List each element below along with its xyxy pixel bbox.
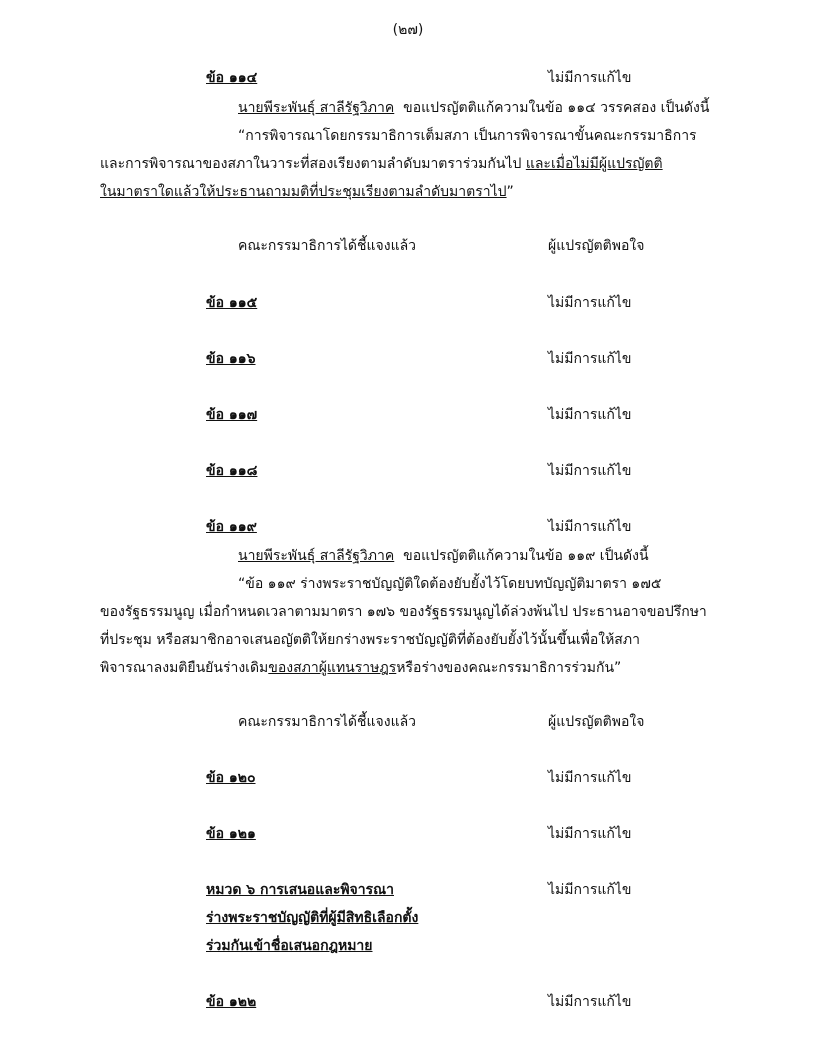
amendment-text-line: [100, 153, 663, 175]
committee-note: คณะกรรมาธิการได้ชี้แจงแล้ว: [238, 238, 417, 254]
chapter-heading-line: หมวด ๖ การเสนอและพิจารณา: [206, 882, 394, 898]
amendment-text-line: ที่ประชุม หรือสมาชิกอาจเสนอญัตติให้ยกร่างพระราชบัญญัติที่ต้องยับยั้งไว้นั้นขึ้นเพื่อให้สภา: [100, 632, 640, 648]
amendment-intro: [238, 545, 649, 567]
amendment-text-segment: ”: [506, 184, 514, 200]
section-status: ไม่มีการแก้ไข: [548, 463, 632, 479]
section-status: ไม่มีการแก้ไข: [548, 882, 632, 898]
speaker-name: นายพีระพันธุ์ สาลีรัฐวิภาค: [238, 100, 395, 116]
section-heading: ข้อ ๑๒๒: [206, 994, 257, 1010]
amendment-text-underlined: ของสภาผู้แทนราษฎร: [268, 660, 397, 676]
section-heading: ข้อ ๑๑๖: [206, 351, 256, 367]
section-heading: ข้อ ๑๑๙: [206, 519, 257, 535]
result-note: ผู้แปรญัตติพอใจ: [548, 714, 645, 730]
amendment-text-segment: หรือร่างของคณะกรรมาธิการร่วมกัน”: [396, 660, 622, 676]
chapter-heading-line: ร่วมกันเข้าชื่อเสนอกฎหมาย: [206, 938, 373, 954]
section-status: ไม่มีการแก้ไข: [548, 70, 632, 86]
speaker-name: นายพีระพันธุ์ สาลีรัฐวิภาค: [238, 548, 395, 564]
section-status: ไม่มีการแก้ไข: [548, 407, 632, 423]
amendment-text-line: ของรัฐธรรมนูญ เมื่อกำหนดเวลาตามมาตรา ๑๗๖ ของรัฐธรรมนูญได้ล่วงพ้นไป ประธานอาจขอปรึกษา: [100, 604, 707, 620]
chapter-heading-line: ร่างพระราชบัญญัติที่ผู้มีสิทธิเลือกตั้ง: [206, 910, 419, 926]
amendment-text-segment: และการพิจารณาของสภาในวาระที่สองเรียงตามลำดับมาตราร่วมกันไป: [100, 156, 526, 172]
amendment-intro: [238, 97, 709, 119]
result-note: ผู้แปรญัตติพอใจ: [548, 238, 645, 254]
section-status: ไม่มีการแก้ไข: [548, 295, 632, 311]
section-status: ไม่มีการแก้ไข: [548, 351, 632, 367]
committee-note: คณะกรรมาธิการได้ชี้แจงแล้ว: [238, 714, 417, 730]
page-number: (๒๗): [392, 22, 424, 38]
section-status: ไม่มีการแก้ไข: [548, 519, 632, 535]
amendment-text-segment: พิจารณาลงมติยืนยันร่างเดิม: [100, 660, 269, 676]
amendment-text-underlined: และเมื่อไม่มีผู้แปรญัตติ: [525, 156, 663, 172]
amendment-text-underlined: ในมาตราใดแล้วให้ประธานถามมติที่ประชุมเรียงตามลำดับมาตราไป: [100, 184, 507, 200]
section-heading: ข้อ ๑๑๘: [206, 463, 258, 479]
amendment-intro-text: ขอแปรญัตติแก้ความในข้อ ๑๑๙ เป็นดังนี้: [403, 548, 649, 564]
section-heading: ข้อ ๑๒๑: [206, 826, 256, 842]
section-status: ไม่มีการแก้ไข: [548, 994, 632, 1010]
amendment-text-line: “การพิจารณาโดยกรรมาธิการเต็มสภา เป็นการพิจารณาขั้นคณะกรรมาธิการ: [238, 128, 697, 144]
section-heading: ข้อ ๑๑๗: [206, 407, 258, 423]
section-heading: ข้อ ๑๑๔: [206, 70, 258, 86]
amendment-text-line: [100, 657, 621, 679]
section-status: ไม่มีการแก้ไข: [548, 770, 632, 786]
section-heading: ข้อ ๑๑๕: [206, 295, 258, 311]
section-status: ไม่มีการแก้ไข: [548, 826, 632, 842]
amendment-text-line: “ข้อ ๑๑๙ ร่างพระราชบัญญัติใดต้องยับยั้งไว้โดยบทบัญญัติมาตรา ๑๗๕: [238, 576, 662, 592]
section-heading: ข้อ ๑๒๐: [206, 770, 256, 786]
amendment-text-line: [100, 181, 514, 203]
amendment-intro-text: ขอแปรญัตติแก้ความในข้อ ๑๑๔ วรรคสอง เป็นดังนี้: [403, 100, 710, 116]
